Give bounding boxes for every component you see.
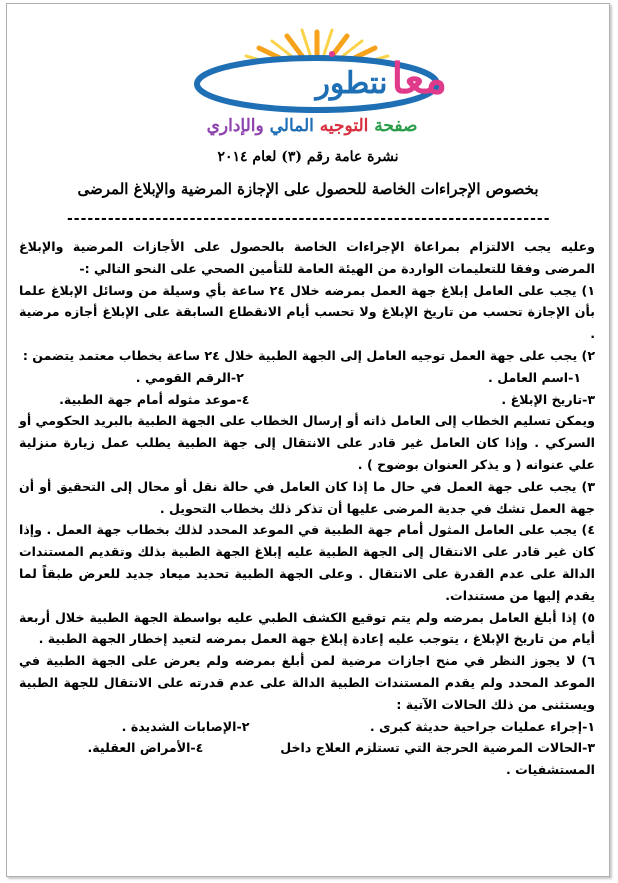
- document-page: [6, 3, 610, 877]
- sublist-item: ١-إجراء عمليات جراحية حديثة كبرى .: [369, 718, 595, 734]
- subtitle-word: المالي: [269, 116, 314, 136]
- subtitle-word: والإداري: [206, 116, 264, 136]
- sublist-row: [19, 716, 595, 738]
- sublist-row: [19, 737, 595, 781]
- logo-text-ma: معا: [391, 54, 447, 103]
- list-item: ٣) يجب على جهة العمل في حال ما إذا كان العامل في حالة نقل أو محال إلى التحقيق أو أن جهة العمل تشك في جدية المرضى عليها أن تذكر ذلك بخطاب التحويل .: [19, 478, 595, 516]
- document-body: [19, 236, 595, 781]
- sublist-item: ٤-الأمراض العقلية.: [87, 740, 204, 756]
- list-item: ٥) إذا أبلغ العامل بمرضه ولم يتم توقيع الكشف الطبي عليه بواسطة الجهة الطبية خلال أربعة أيام من تاريخ الإبلاغ ، يتوجب عليه إعادة إبلاغ جهة العمل بمرضه لتعيد إخطار الجهة الطبية .: [19, 609, 595, 647]
- list-item: ٤) يجب على العامل المثول أمام جهة الطبية في الموعد المحدد لذلك بخطاب جهة العمل . وإذا كان غير قادر على الانتقال إلى الجهة الطبية عليه إبلاغ الجهة الطبية بذلك وتقديم المستندات الدالة على عدم القدرة على الانتقال . وعلى الجهة الطبية تحديد ميعاد جديد للعرض طبقاً لما يقدم إليها من مستندات.: [19, 522, 595, 603]
- sublist-item: ٢-الرقم القومي .: [135, 369, 244, 385]
- document-title: بخصوص الإجراءات الخاصة للحصول على الإجازة المرضية والإبلاغ المرضى: [77, 180, 539, 198]
- divider-line: -----------------------------------------------------------------------: [67, 211, 551, 227]
- note-paragraph: ويمكن تسليم الخطاب إلى العامل ذاته أو إرسال الخطاب على الجهة الطبية بالبريد الحكومي أو السركي . وإذا كان العامل غير قادر على الانتقال إلى جهة الطبية يطلب عمل زيارة منزلية علي عنوانه ( و يذكر العنوان بوضوح ) .: [19, 413, 595, 472]
- list-item: ٢) يجب على جهة العمل توجيه العامل إلى الجهة الطبية خلال ٢٤ ساعة بخطاب معتمد يتضمن :: [22, 347, 595, 363]
- logo-wordmark: [257, 54, 447, 114]
- subtitle-word: التوجيه: [319, 116, 369, 136]
- sublist-row: [19, 389, 595, 411]
- sublist-item: ١-اسم العامل .: [488, 369, 581, 385]
- list-item: ٦) لا يجوز النظر في منح اجازات مرضية لمن أبلغ بمرضه ولم يعرض على الجهة الطبية في الموعد المحدد ولم يقدم المستندات الطبية الدالة على عدم قدرته على الانتقال للجهة الطبية ويستثنى من ذلك الحالات الآتية :: [19, 653, 595, 712]
- logo-text-natur: نتطور: [315, 66, 388, 101]
- sublist-row: [19, 367, 595, 389]
- sublist-item: ٣-الحالات المرضية الحرجة التي تستلزم العلاج داخل المستشفيات .: [280, 740, 595, 778]
- page-subtitle: [147, 116, 477, 136]
- sublist-item: ٢-الإصابات الشديدة .: [121, 718, 250, 734]
- sublist-item: ٤-موعد مثوله أمام جهة الطبية.: [59, 391, 250, 407]
- sublist-item: ٣-تاريخ الإبلاغ .: [501, 391, 595, 407]
- intro-paragraph: وعليه يجب الالتزام بمراعاة الإجراءات الخاصة بالحصول على الأجازات المرضية والإبلاغ المرضى وفقا للتعليمات الواردة من الهيئة العامة للتأمين الصحي على النحو التالي :-: [19, 239, 595, 276]
- subtitle-word: صفحة: [374, 116, 418, 136]
- list-item: ١) يجب على العامل إبلاغ جهة العمل بمرضه خلال ٢٤ ساعة بأي وسيلة من وسائل الإبلاغ علما بأن الإجازة تحسب من تاريخ الإبلاغ ولا تحسب أيام الانقطاع السابقة على الإبلاغ أجازه مرضية .: [19, 282, 595, 342]
- bulletin-number: نشرة عامة رقم (٣) لعام ٢٠١٤: [217, 149, 399, 165]
